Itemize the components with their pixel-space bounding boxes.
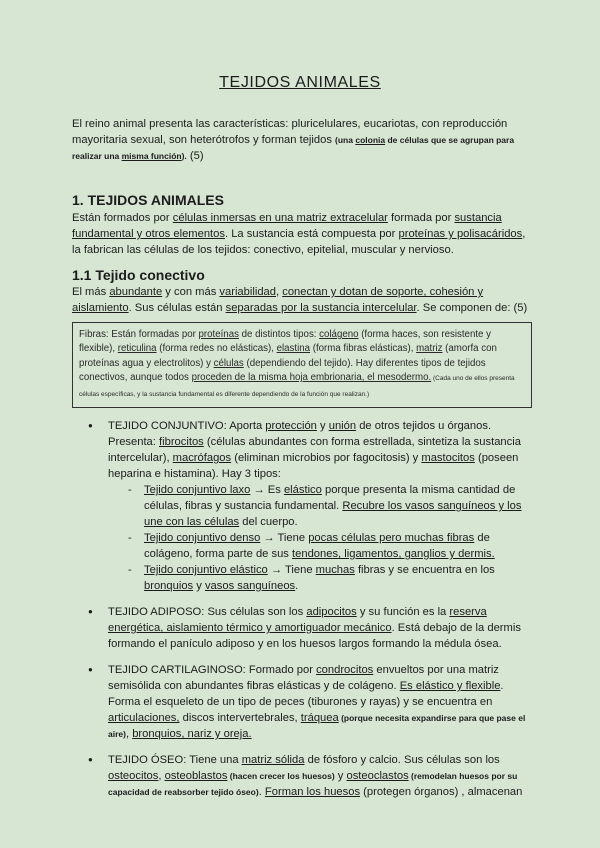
text: (protegen órganos) , almacenan bbox=[360, 786, 523, 798]
term: condrocitos bbox=[316, 664, 374, 676]
term: Recubre los vasos sanguíneos y los une con las células bbox=[144, 500, 522, 528]
term: pocas células pero muchas fibras bbox=[308, 532, 475, 544]
term: osteoblastos bbox=[164, 770, 228, 782]
text: (eliminan microbios por fagocitosis) y bbox=[231, 452, 422, 464]
term: proteínas bbox=[198, 329, 239, 340]
term: Tejido conjuntivo laxo bbox=[144, 484, 251, 496]
text: TEJIDO CONJUNTIVO: Aporta bbox=[108, 420, 266, 432]
text: Están formados por bbox=[72, 212, 173, 224]
note: (remodelan huesos por su capacidad de reabsorber tejido óseo) bbox=[108, 771, 518, 797]
text: y bbox=[334, 770, 347, 782]
text: (forma haces, son resistente y flexible), bbox=[79, 329, 491, 355]
text: (forma fibras elásticas), bbox=[310, 343, 417, 355]
page-title: TEJIDOS ANIMALES bbox=[219, 74, 381, 91]
term: bronquios, nariz y oreja. bbox=[132, 728, 252, 740]
text: (poseen heparina e histamina). Hay 3 tipos: bbox=[108, 452, 519, 480]
text: de colágeno, forma parte de sus bbox=[144, 532, 490, 560]
list-item-adiposo bbox=[72, 604, 530, 652]
text: , bbox=[125, 728, 133, 740]
term: colágeno bbox=[319, 329, 359, 340]
text: . bbox=[258, 786, 265, 798]
text: del cuerpo. bbox=[239, 516, 298, 528]
intro-paragraph bbox=[72, 116, 530, 164]
intro-note: ). bbox=[181, 151, 187, 161]
term: macrófagos bbox=[172, 452, 232, 464]
term: elástico bbox=[283, 484, 322, 496]
term: vasos sanguíneos bbox=[204, 580, 296, 592]
note: (Cada uno de ellos presenta células específicas, y la sustancia fundamental es diferente dependiendo de la función que realizan.) bbox=[79, 375, 515, 398]
text: → Es bbox=[250, 484, 284, 496]
term: Forman los huesos bbox=[264, 786, 361, 798]
text: → Tiene bbox=[260, 532, 309, 544]
intro-note-term: colonia bbox=[355, 135, 386, 145]
intro-text: El reino animal presenta las características: pluricelulares, eucariotas, con reproducción mayoritaria sexual, son heterótrofos y forman tejidos bbox=[72, 118, 508, 146]
term: conectan y dotan de soporte, cohesión y aislamiento bbox=[72, 286, 484, 314]
section1-paragraph bbox=[72, 210, 530, 258]
list-item-cartilaginoso bbox=[72, 662, 530, 742]
text: y su función es la bbox=[356, 606, 450, 618]
text: , la fabrican las células de los tejidos: conectivo, epitelial, muscular y nervioso. bbox=[72, 228, 526, 256]
text: . Está debajo de la dermis formando el panículo adiposo y en los huesos largos formando la médula ósea. bbox=[108, 622, 521, 650]
text: de otros tejidos u órganos. Presenta: bbox=[108, 420, 492, 448]
conjuntivo-types bbox=[108, 482, 530, 594]
text: fibras y se encuentra en los bbox=[354, 564, 495, 576]
sub-item-elastico bbox=[108, 562, 530, 594]
text: , bbox=[158, 770, 165, 782]
term: células bbox=[213, 357, 244, 369]
term: osteocitos bbox=[108, 770, 159, 782]
term: tráquea bbox=[300, 712, 339, 724]
term: proteínas y polisacáridos bbox=[398, 228, 523, 240]
term: reserva energética, aislamiento térmico y amortiguador mecánico bbox=[108, 606, 487, 634]
term: variabilidad bbox=[219, 286, 276, 298]
term: osteoclastos bbox=[346, 770, 409, 782]
text: . bbox=[295, 580, 299, 592]
term: reticulina bbox=[117, 343, 157, 355]
text: (dependiendo del tejido). Hay diferentes tipos de tejidos conectivos, aunque todos bbox=[79, 357, 486, 384]
sub-item-denso bbox=[108, 530, 530, 562]
term: unión bbox=[328, 420, 357, 432]
term: matriz bbox=[416, 343, 443, 355]
text: y con más bbox=[162, 286, 220, 298]
text: (células abundantes con forma estrellada, sintetiza la sustancia intercelular), bbox=[108, 436, 521, 464]
term: muchas bbox=[315, 564, 355, 576]
intro-note: (una bbox=[335, 135, 356, 145]
section-heading-tejidos-animales: 1. TEJIDOS ANIMALES bbox=[72, 192, 224, 208]
term: separadas por la sustancia intercelular bbox=[225, 302, 417, 314]
fibras-box bbox=[72, 322, 532, 408]
term: mastocitos bbox=[421, 452, 475, 464]
text: (amorfa con proteínas agua y electrolitos) y bbox=[79, 343, 497, 369]
text: de fósforo y calcio. Sus células son los bbox=[304, 754, 500, 766]
section-heading-tejido-conectivo: 1.1 Tejido conectivo bbox=[72, 267, 205, 283]
term: tendones, ligamentos, ganglios y dermis. bbox=[292, 548, 495, 560]
intro-reference: (5) bbox=[186, 150, 204, 162]
text: . Sus células están bbox=[128, 302, 226, 314]
text: TEJIDO ADIPOSO: Sus células son los bbox=[108, 606, 307, 618]
term: sustancia fundamental y otros elementos bbox=[72, 212, 502, 240]
text: TEJIDO ÓSEO: Tiene una bbox=[108, 754, 242, 766]
text: (forma redes no elásticas), bbox=[156, 343, 277, 355]
intro-note-term: misma función bbox=[121, 151, 182, 161]
term: Tejido conjuntivo elástico bbox=[144, 564, 268, 576]
term: adipocitos bbox=[306, 606, 357, 618]
term: abundante bbox=[109, 286, 163, 298]
section11-paragraph bbox=[72, 284, 530, 316]
note: (porque necesita expandirse para que pase el aire) bbox=[108, 713, 526, 739]
text: de distintos tipos: bbox=[238, 329, 320, 340]
text: Fibras: Están formadas por bbox=[79, 329, 199, 340]
term: matriz sólida bbox=[241, 754, 305, 766]
term: Tejido conjuntivo denso bbox=[144, 532, 261, 544]
intro-note: de células que se agrupan para realizar una bbox=[72, 135, 515, 161]
note: (hacen crecer los huesos) bbox=[227, 771, 335, 781]
text: . Se componen de: (5) bbox=[416, 302, 528, 314]
list-item-oseo bbox=[72, 752, 530, 800]
text: y bbox=[193, 580, 205, 592]
term: articulaciones, bbox=[108, 712, 180, 724]
text: . Forma el esqueleto de un tipo de peces (tiburones y rayas) y se encuentra en bbox=[108, 680, 504, 708]
term: elastina bbox=[276, 343, 311, 355]
term: proceden de la misma hoja embrionaria, el mesodermo. bbox=[191, 372, 432, 384]
term: bronquios bbox=[144, 580, 194, 592]
term: Es elástico y flexible bbox=[399, 680, 501, 692]
text: discos intervertebrales, bbox=[179, 712, 301, 724]
text: formada por bbox=[387, 212, 455, 224]
text: El más bbox=[72, 286, 110, 298]
text: . La sustancia está compuesta por bbox=[224, 228, 399, 240]
tissue-list bbox=[72, 418, 530, 800]
text: porque presenta la misma cantidad de células, fibras y sustancia fundamental. bbox=[144, 484, 516, 512]
text: TEJIDO CARTILAGINOSO: Formado por bbox=[108, 664, 317, 676]
sub-item-laxo bbox=[108, 482, 530, 530]
text: y bbox=[316, 420, 329, 432]
term: protección bbox=[265, 420, 317, 432]
text: , bbox=[276, 286, 283, 298]
term: células inmersas en una matriz extracelular bbox=[172, 212, 388, 224]
list-item-conjuntivo bbox=[72, 418, 530, 594]
text: envueltos por una matriz semisólida con abundantes fibras elásticas y de colágeno. bbox=[108, 664, 499, 692]
term: fibrocitos bbox=[159, 436, 204, 448]
text: → Tiene bbox=[267, 564, 316, 576]
